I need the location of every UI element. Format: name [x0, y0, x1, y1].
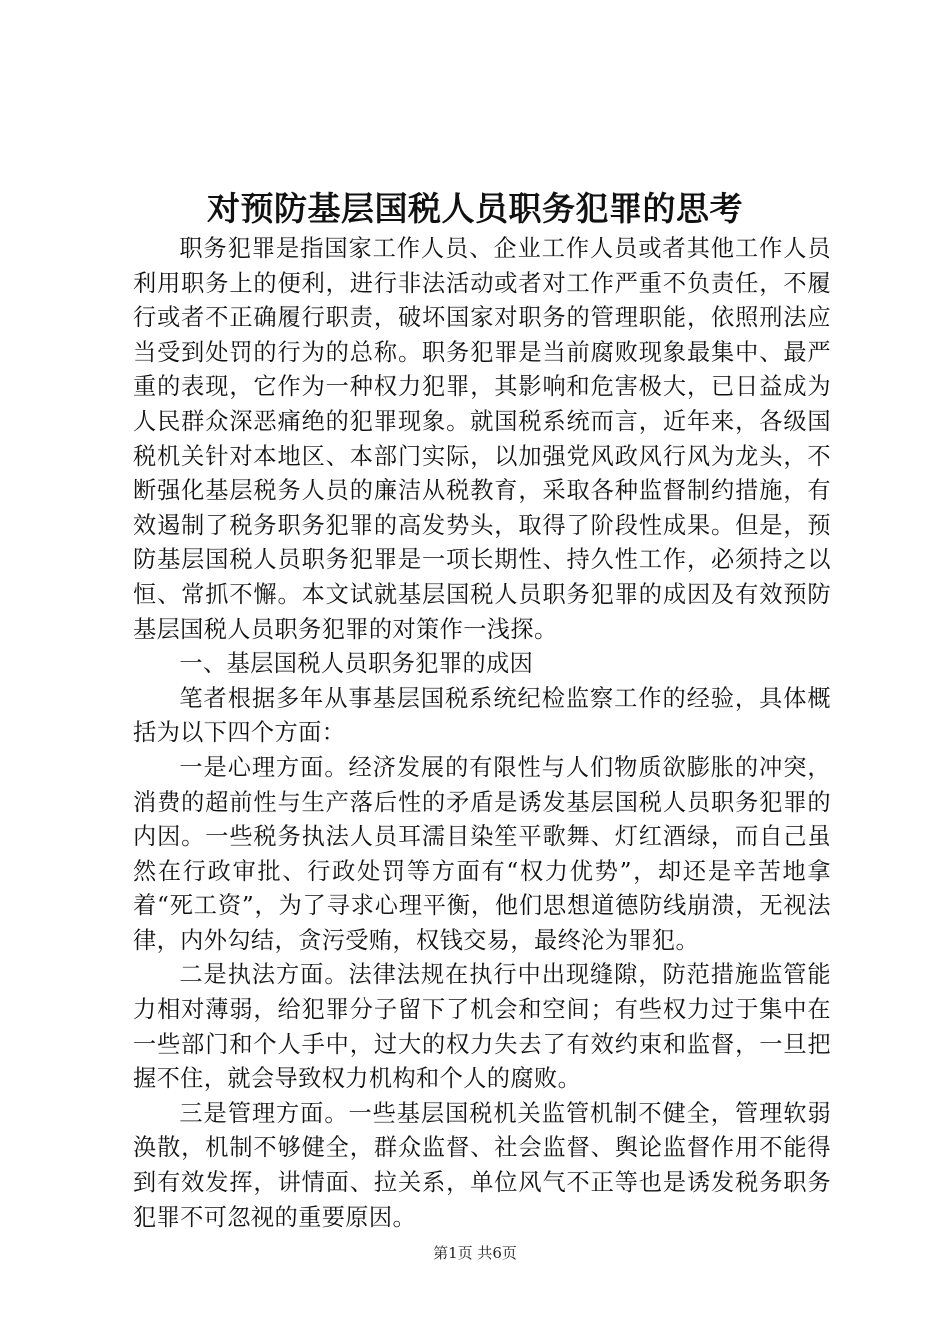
- paragraph-overview: 笔者根据多年从事基层国税系统纪检监察工作的经验，具体概括为以下四个方面：: [133, 684, 831, 747]
- document-title: 对预防基层国税人员职务犯罪的思考: [207, 189, 743, 228]
- section-heading-causes: 一、基层国税人员职务犯罪的成因: [179, 650, 534, 678]
- paragraph-psychology: 一是心理方面。经济发展的有限性与人们物质欲膨胀的冲突，消费的超前性与生产落后性的矛盾是诱发基层国税人员职务犯罪的内因。一些税务执法人员耳濡目染笙平歌舞、灯红酒绿，而自己虽然在行政审批、行政处罚等方面有“权力优势”，却还是辛苦地拿着“死工资”，为了寻求心理平衡，他们思想道德防线崩溃，无视法律，内外勾结，贪污受贿，权钱交易，最终沦为罪犯。: [133, 753, 831, 954]
- page-number-footer: 第1页 共6页: [433, 1244, 517, 1262]
- paragraph-enforcement: 二是执法方面。法律法规在执行中出现缝隙，防范措施监管能力相对薄弱，给犯罪分子留下了机会和空间；有些权力过于集中在一些部门和个人手中，过大的权力失去了有效约束和监督，一旦把握不住，就会导致权力机构和个人的腐败。: [133, 961, 831, 1093]
- paragraph-management: 三是管理方面。一些基层国税机关监管机制不健全，管理软弱涣散，机制不够健全，群众监督、社会监督、舆论监督作用不能得到有效发挥，讲情面、拉关系，单位风气不正等也是诱发税务职务犯罪不可忽视的重要原因。: [133, 1099, 831, 1231]
- paragraph-intro: 职务犯罪是指国家工作人员、企业工作人员或者其他工作人员利用职务上的便利，进行非法活动或者对工作严重不负责任，不履行或者不正确履行职责，破坏国家对职务的管理职能，依照刑法应当受到处罚的行为的总称。职务犯罪是当前腐败现象最集中、最严重的表现，它作为一种权力犯罪，其影响和危害极大，已日益成为人民群众深恶痛绝的犯罪现象。就国税系统而言，近年来，各级国税机关针对本地区、本部门实际，以加强党风政风行风为龙头，不断强化基层税务人员的廉洁从税教育，采取各种监督制约措施，有效遏制了税务职务犯罪的高发势头，取得了阶段性成果。但是，预防基层国税人员职务犯罪是一项长期性、持久性工作，必须持之以恒、常抓不懈。本文试就基层国税人员职务犯罪的成因及有效预防基层国税人员职务犯罪的对策作一浅探。: [133, 235, 831, 643]
- document-body: [133, 232, 831, 1235]
